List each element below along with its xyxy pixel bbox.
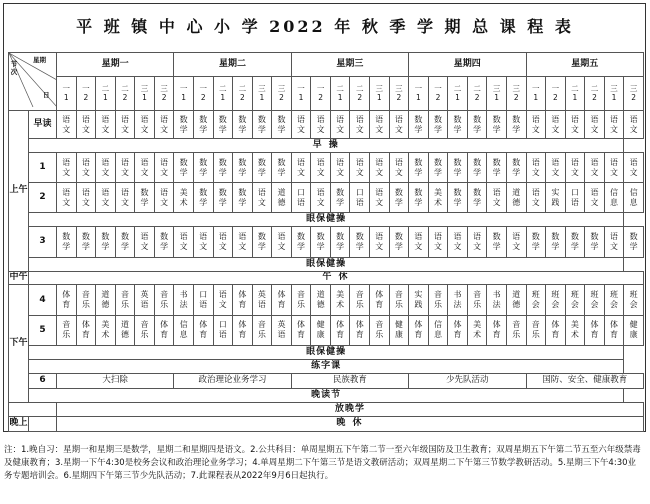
subject-cell: 语 文: [213, 285, 233, 315]
subject-cell: 音 乐: [350, 285, 370, 315]
subject-cell: 数 学: [213, 153, 233, 183]
subject-cell: 口 语: [291, 183, 311, 213]
subject-cell: 语 文: [213, 227, 233, 257]
empty-cell: [29, 416, 57, 431]
subject-cell: 语 文: [193, 227, 213, 257]
subject-cell: 语 文: [448, 227, 468, 257]
class-header: 三 1: [135, 76, 155, 110]
day-header: 星期三: [291, 53, 408, 77]
subject-cell: 班 会: [526, 285, 546, 315]
subject-cell: 音 乐: [428, 285, 448, 315]
activity-cell: 大扫除: [57, 373, 174, 388]
subject-cell: 数 学: [135, 183, 155, 213]
band-yanbao2: 眼保健操: [29, 257, 624, 271]
period-label: 1: [29, 153, 57, 183]
class-header: 三 2: [506, 76, 526, 110]
subject-cell: 体 育: [291, 315, 311, 345]
subject-cell: 数 学: [252, 227, 272, 257]
subject-cell: 语 文: [350, 111, 370, 139]
subject-cell: 数 学: [506, 111, 526, 139]
subject-cell: 数 学: [115, 227, 135, 257]
subject-cell: 数 学: [252, 111, 272, 139]
class-header: 一 1: [174, 76, 194, 110]
subject-cell: 语 文: [370, 183, 390, 213]
header-corner: [9, 53, 57, 111]
subject-cell: 体 育: [233, 315, 253, 345]
class-header: 二 1: [565, 76, 585, 110]
subject-cell: 语 文: [585, 153, 605, 183]
band-wandu: 晚读节: [29, 388, 624, 402]
subject-cell: 数 学: [330, 227, 350, 257]
subject-cell: 英 语: [252, 285, 272, 315]
class-header: 二 2: [233, 76, 253, 110]
class-header: 一 2: [546, 76, 566, 110]
subject-cell: 数 学: [487, 111, 507, 139]
subject-cell: 音 乐: [57, 315, 77, 345]
class-header: 一 1: [57, 76, 77, 110]
subject-cell: 班 会: [604, 285, 624, 315]
subject-cell: 数 学: [174, 153, 194, 183]
subject-cell: 体 育: [370, 285, 390, 315]
subject-cell: 数 学: [174, 111, 194, 139]
subject-cell: 数 学: [409, 111, 429, 139]
subject-cell: 语 文: [389, 111, 409, 139]
subject-cell: 数 学: [467, 153, 487, 183]
subject-cell: 体 育: [585, 315, 605, 345]
subject-cell: 语 文: [135, 111, 155, 139]
class-header: 一 1: [526, 76, 546, 110]
subject-cell: 美 术: [565, 315, 585, 345]
class-header: 三 2: [624, 76, 644, 110]
empty-cell: [9, 402, 57, 416]
subject-cell: 数 学: [585, 227, 605, 257]
subject-cell: 语 文: [311, 153, 331, 183]
subject-cell: 数 学: [389, 183, 409, 213]
period-label: 2: [29, 183, 57, 213]
subject-cell: 数 学: [487, 153, 507, 183]
subject-cell: 班 会: [546, 285, 566, 315]
section-evening: 晚上: [9, 416, 29, 431]
subject-cell: 数 学: [193, 153, 213, 183]
activity-cell: 政治理论业务学习: [174, 373, 291, 388]
subject-cell: 数 学: [448, 183, 468, 213]
class-header: 二 1: [330, 76, 350, 110]
subject-cell: 语 文: [135, 153, 155, 183]
subject-cell: 语 文: [115, 153, 135, 183]
subject-cell: 体 育: [233, 285, 253, 315]
subject-cell: 实 践: [546, 183, 566, 213]
subject-cell: 体 育: [193, 315, 213, 345]
subject-cell: 书 法: [487, 285, 507, 315]
subject-cell: 实 践: [409, 285, 429, 315]
subject-cell: 数 学: [428, 153, 448, 183]
subject-cell: 语 文: [526, 153, 546, 183]
subject-cell: 语 文: [115, 111, 135, 139]
subject-cell: 美 术: [467, 315, 487, 345]
period-label: 3: [29, 227, 57, 257]
corner-label-section: 节 次: [10, 60, 18, 76]
band-wuxiu: 午 休: [29, 271, 644, 285]
subject-cell: 语 文: [604, 111, 624, 139]
subject-cell: 美 术: [428, 183, 448, 213]
subject-cell: 音 乐: [389, 285, 409, 315]
subject-cell: 语 文: [76, 153, 96, 183]
subject-cell: 英 语: [135, 285, 155, 315]
subject-cell: 语 文: [96, 153, 116, 183]
subject-cell: 数 学: [409, 183, 429, 213]
subject-cell: 道 德: [115, 315, 135, 345]
class-header: 一 2: [311, 76, 331, 110]
class-header: 三 2: [389, 76, 409, 110]
subject-cell: 音 乐: [154, 285, 174, 315]
subject-cell: 数 学: [311, 227, 331, 257]
subject-cell: 体 育: [330, 315, 350, 345]
subject-cell: 道 德: [506, 183, 526, 213]
corner-label-period: 星期: [33, 56, 46, 64]
subject-cell: 口 语: [213, 315, 233, 345]
subject-cell: 体 育: [487, 315, 507, 345]
subject-cell: 口 语: [193, 285, 213, 315]
day-header: 星期二: [174, 53, 291, 77]
subject-cell: 数 学: [154, 227, 174, 257]
subject-cell: 语 文: [409, 227, 429, 257]
subject-cell: 体 育: [76, 315, 96, 345]
class-header: 三 1: [487, 76, 507, 110]
period-label: 4: [29, 285, 57, 315]
schedule-table: [8, 52, 644, 432]
corner-label-day: 日: [43, 91, 50, 99]
page-title: 平 班 镇 中 心 小 学 2022 年 秋 季 学 期 总 课 程 表: [76, 17, 574, 36]
subject-cell: 数 学: [448, 153, 468, 183]
subject-cell: 语 文: [546, 153, 566, 183]
subject-cell: 语 文: [389, 153, 409, 183]
subject-cell: 数 学: [624, 227, 644, 257]
class-header: 二 2: [115, 76, 135, 110]
section-afternoon: 下午: [9, 285, 29, 402]
subject-cell: 数 学: [546, 227, 566, 257]
subject-cell: 数 学: [252, 153, 272, 183]
class-header: 三 1: [604, 76, 624, 110]
subject-cell: 数 学: [291, 227, 311, 257]
subject-cell: 音 乐: [135, 315, 155, 345]
class-header: 二 2: [585, 76, 605, 110]
class-header: 一 2: [76, 76, 96, 110]
subject-cell: 语 文: [291, 153, 311, 183]
activity-cell: 少先队活动: [409, 373, 526, 388]
subject-cell: 数 学: [389, 227, 409, 257]
subject-cell: 音 乐: [526, 315, 546, 345]
subject-cell: 数 学: [96, 227, 116, 257]
subject-cell: 语 文: [57, 111, 77, 139]
subject-cell: 语 文: [76, 183, 96, 213]
band-zaocao: 早 操: [29, 139, 624, 153]
activity-cell: 国防、安全、健康教育: [526, 373, 644, 388]
subject-cell: 语 文: [174, 227, 194, 257]
subject-cell: 数 学: [76, 227, 96, 257]
subject-cell: 数 学: [467, 183, 487, 213]
subject-cell: 语 文: [154, 183, 174, 213]
day-header: 星期五: [526, 53, 644, 77]
subject-cell: 语 文: [624, 111, 644, 139]
activity-cell: 民族教育: [291, 373, 408, 388]
class-header: 一 1: [291, 76, 311, 110]
subject-cell: 体 育: [546, 315, 566, 345]
subject-cell: 美 术: [96, 315, 116, 345]
subject-cell: 体 育: [409, 315, 429, 345]
subject-cell: 书 法: [174, 285, 194, 315]
subject-cell: 语 文: [604, 227, 624, 257]
subject-cell: 数 学: [213, 183, 233, 213]
subject-cell: 体 育: [57, 285, 77, 315]
subject-cell: 语 文: [252, 183, 272, 213]
subject-cell: 道 德: [506, 285, 526, 315]
subject-cell: 语 文: [585, 111, 605, 139]
subject-cell: 数 学: [506, 153, 526, 183]
subject-cell: 语 文: [272, 227, 292, 257]
subject-cell: 数 学: [448, 111, 468, 139]
subject-cell: 道 德: [311, 285, 331, 315]
class-header: 三 2: [154, 76, 174, 110]
subject-cell: 数 学: [350, 227, 370, 257]
subject-cell: 道 德: [96, 285, 116, 315]
footnotes: 注：1.晚自习：星期一和星期三是数学，星期二和星期四是语文。2.公共科目：单周星期五下午第二节一至六年级国防及卫生教育；双周星期五下午第二节五至六年级禁毒及健康教育；3.星期一下午4:30是校务会议和政治理论业务学习；4.单周星期二下午第三节是语文教研活动；双周星期二下午第三节数学教研活动。5.星期三下午4:30业务专题培训会。6.星期四下午第三节少先队活动；7.此课程表从2022年9月6日起执行。: [4, 445, 641, 481]
subject-cell: 健 康: [389, 315, 409, 345]
subject-cell: 语 文: [585, 183, 605, 213]
subject-cell: 语 文: [624, 153, 644, 183]
subject-cell: 语 文: [350, 153, 370, 183]
subject-cell: 语 文: [57, 183, 77, 213]
class-header: 二 2: [350, 76, 370, 110]
subject-cell: 健 康: [624, 315, 644, 345]
subject-cell: 语 文: [96, 183, 116, 213]
band-yanbao3: 眼保健操: [29, 345, 624, 359]
subject-cell: 数 学: [409, 153, 429, 183]
day-header: 星期一: [57, 53, 174, 77]
class-header: 一 1: [409, 76, 429, 110]
subject-cell: 数 学: [428, 111, 448, 139]
subject-cell: 道 德: [272, 183, 292, 213]
subject-cell: 数 学: [272, 111, 292, 139]
subject-cell: 语 文: [487, 183, 507, 213]
subject-cell: 信 息: [624, 183, 644, 213]
subject-cell: 数 学: [272, 153, 292, 183]
class-header: 二 1: [448, 76, 468, 110]
subject-cell: 班 会: [585, 285, 605, 315]
class-header: 三 1: [252, 76, 272, 110]
band-lianzi: 练字课: [29, 359, 624, 373]
subject-cell: 口 语: [565, 183, 585, 213]
subject-cell: 音 乐: [506, 315, 526, 345]
period-label: 5: [29, 315, 57, 345]
subject-cell: 语 文: [604, 153, 624, 183]
subject-cell: 语 文: [370, 227, 390, 257]
subject-cell: 语 文: [526, 111, 546, 139]
subject-cell: 数 学: [233, 183, 253, 213]
subject-cell: 语 文: [57, 153, 77, 183]
subject-cell: 体 育: [272, 285, 292, 315]
subject-cell: 数 学: [233, 153, 253, 183]
subject-cell: 语 文: [154, 153, 174, 183]
subject-cell: 音 乐: [76, 285, 96, 315]
subject-cell: 语 文: [370, 153, 390, 183]
subject-cell: 音 乐: [370, 315, 390, 345]
subject-cell: 语 文: [428, 227, 448, 257]
class-header: 一 2: [193, 76, 213, 110]
subject-cell: 信 息: [604, 183, 624, 213]
class-header: 二 1: [96, 76, 116, 110]
subject-cell: 信 息: [428, 315, 448, 345]
period-label: 6: [29, 373, 57, 388]
subject-cell: 语 文: [311, 183, 331, 213]
subject-cell: 班 会: [565, 285, 585, 315]
band-wanxiu: 晚 休: [57, 416, 644, 431]
subject-cell: 数 学: [330, 183, 350, 213]
subject-cell: 数 学: [487, 227, 507, 257]
subject-cell: 数 学: [193, 111, 213, 139]
subject-cell: 书 法: [448, 285, 468, 315]
subject-cell: 语 文: [546, 111, 566, 139]
subject-cell: 语 文: [96, 111, 116, 139]
subject-cell: 语 文: [291, 111, 311, 139]
subject-cell: 体 育: [154, 315, 174, 345]
class-header: 二 2: [467, 76, 487, 110]
subject-cell: 班 会: [624, 285, 644, 315]
subject-cell: 英 语: [272, 315, 292, 345]
period-label: 早读: [29, 111, 57, 139]
subject-cell: 数 学: [213, 111, 233, 139]
class-header: 二 1: [213, 76, 233, 110]
class-header: 三 1: [370, 76, 390, 110]
subject-cell: 数 学: [565, 227, 585, 257]
class-header: 三 2: [272, 76, 292, 110]
subject-cell: 美 术: [174, 183, 194, 213]
subject-cell: 语 文: [135, 227, 155, 257]
subject-cell: 语 文: [370, 111, 390, 139]
subject-cell: 音 乐: [115, 285, 135, 315]
subject-cell: 语 文: [526, 183, 546, 213]
class-header: 一 2: [428, 76, 448, 110]
subject-cell: 信 息: [174, 315, 194, 345]
subject-cell: 语 文: [506, 227, 526, 257]
subject-cell: 音 乐: [467, 285, 487, 315]
day-header: 星期四: [409, 53, 526, 77]
subject-cell: 口 语: [350, 183, 370, 213]
subject-cell: 语 文: [565, 153, 585, 183]
subject-cell: 语 文: [233, 227, 253, 257]
subject-cell: 语 文: [154, 111, 174, 139]
subject-cell: 语 文: [467, 227, 487, 257]
subject-cell: 数 学: [57, 227, 77, 257]
subject-cell: 健 康: [311, 315, 331, 345]
subject-cell: 数 学: [526, 227, 546, 257]
subject-cell: 语 文: [565, 111, 585, 139]
band-fangwanxue: 放晚学: [57, 402, 644, 416]
subject-cell: 体 育: [350, 315, 370, 345]
subject-cell: 语 文: [311, 111, 331, 139]
subject-cell: 体 育: [448, 315, 468, 345]
section-noon: 中午: [9, 271, 29, 285]
subject-cell: 数 学: [233, 111, 253, 139]
subject-cell: 数 学: [467, 111, 487, 139]
subject-cell: 音 乐: [291, 285, 311, 315]
subject-cell: 美 术: [330, 285, 350, 315]
subject-cell: 语 文: [330, 153, 350, 183]
subject-cell: 数 学: [193, 183, 213, 213]
section-morning: 上午: [9, 111, 29, 271]
subject-cell: 音 乐: [252, 315, 272, 345]
subject-cell: 语 文: [76, 111, 96, 139]
subject-cell: 体 育: [604, 315, 624, 345]
subject-cell: 语 文: [115, 183, 135, 213]
subject-cell: 语 文: [330, 111, 350, 139]
band-yanbao1: 眼保健操: [29, 213, 624, 227]
